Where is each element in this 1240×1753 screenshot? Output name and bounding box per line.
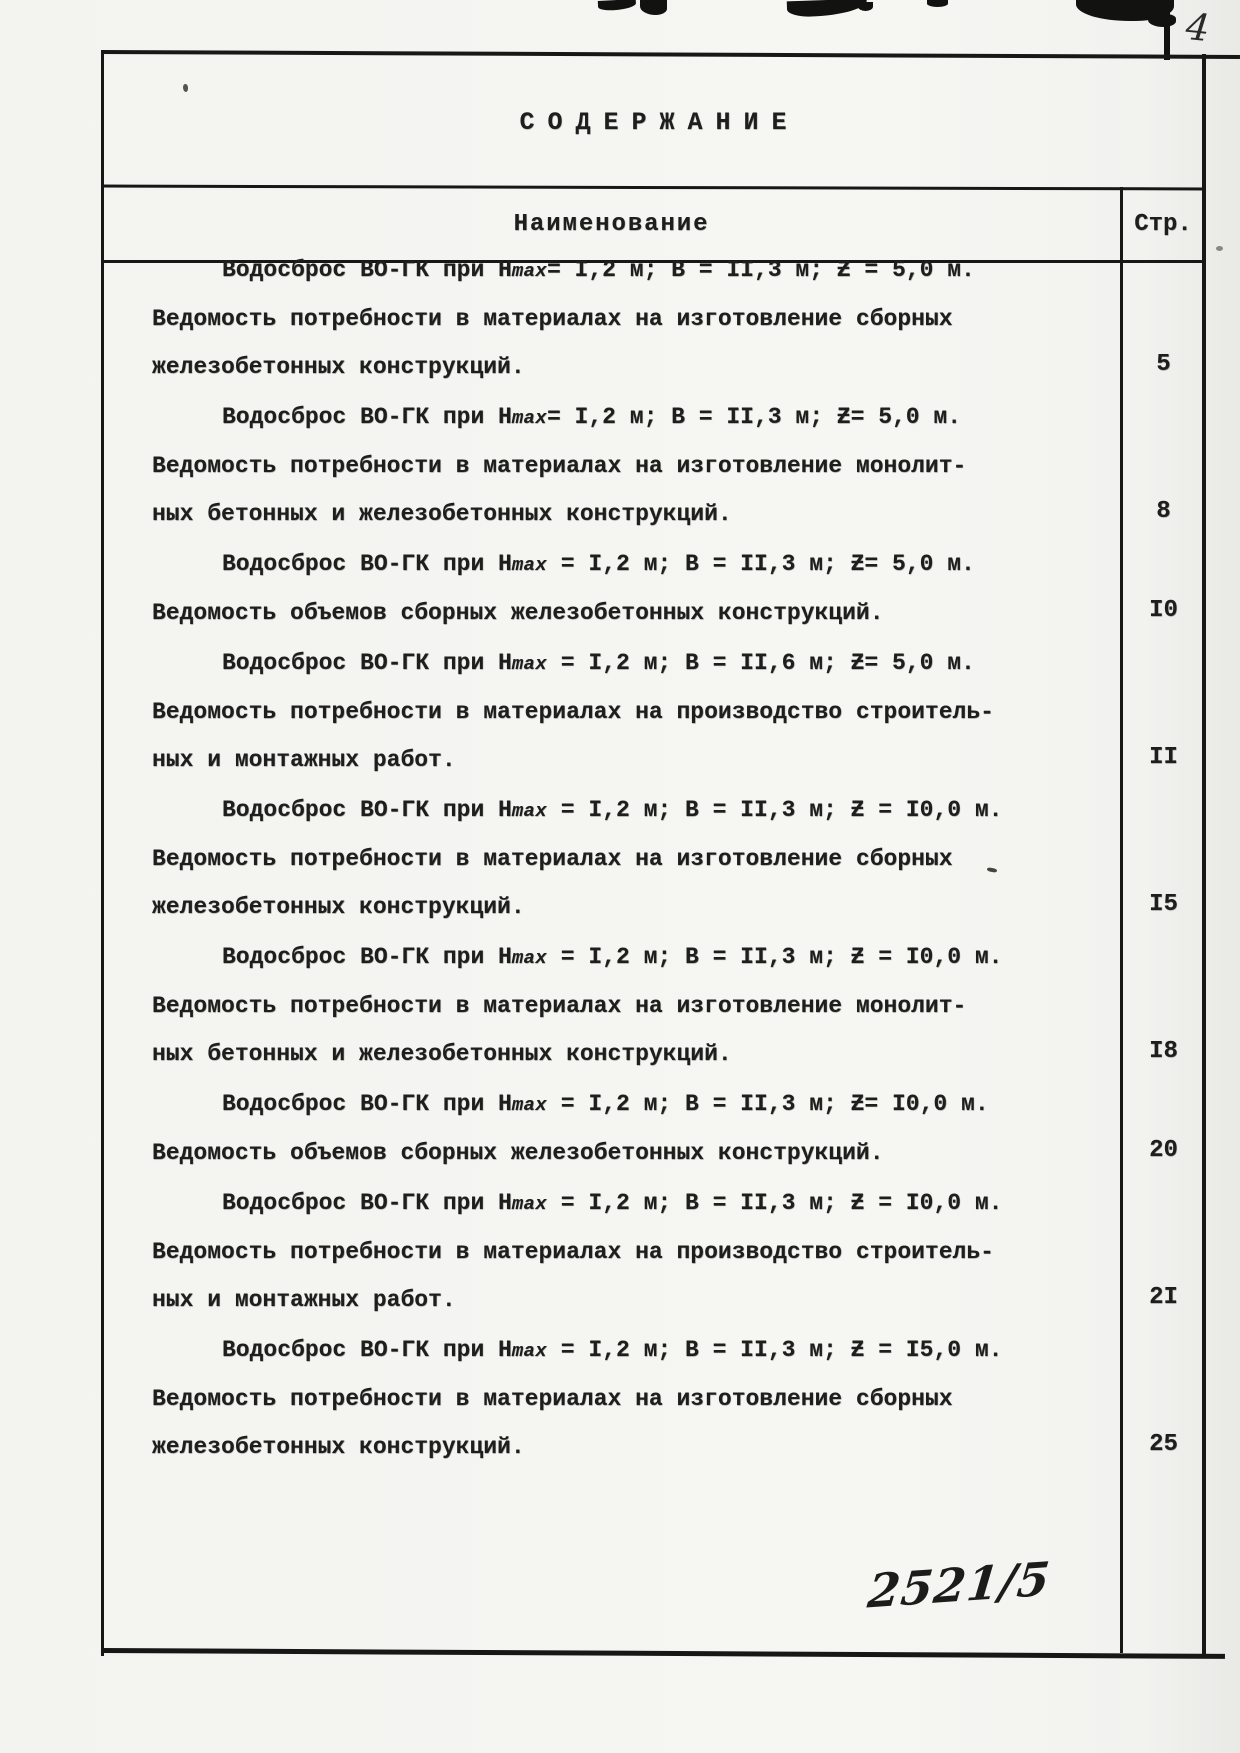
entry-body-line: Ведомость потребности в материалах на изготовление сборных <box>152 1386 953 1412</box>
entry-body-line: ных и монтажных работ. <box>152 1287 456 1313</box>
page-title: СОДЕРЖАНИЕ <box>519 107 800 137</box>
entry-title-post: = I,2 м; В = II,3 м; Ƶ= 5,0 м. <box>546 551 975 577</box>
entry-title-sub: max <box>511 947 547 969</box>
entry-title-pre: Водосброс ВО-ГК при Н <box>222 404 512 430</box>
ink-blot <box>927 0 948 7</box>
entry-text <box>103 393 1124 538</box>
entry-title-pre: Водосброс ВО-ГК при Н <box>222 1091 512 1117</box>
entry-body-line: ных бетонных и железобетонных конструкций. <box>152 501 732 527</box>
entry-title-sub: max <box>511 653 547 675</box>
entry-body-line: железобетонных конструкций. <box>152 354 525 380</box>
entry-body-line: Ведомость потребности в материалах на изготовление сборных <box>152 846 953 872</box>
entry-title-post: = I,2 м; В = II,3 м; Ƶ= 5,0 м. <box>546 404 962 430</box>
entry-title-post: = I,2 м; В = II,3 м; Ƶ = 5,0 м. <box>546 257 975 283</box>
entry-title-sub: max <box>511 1193 547 1215</box>
entry-body-line: железобетонных конструкций. <box>152 894 525 920</box>
ink-blot <box>1148 14 1176 27</box>
entry-body-line: Ведомость потребности в материалах на производство строитель- <box>152 1239 994 1265</box>
toc-entries <box>103 246 1203 1471</box>
entry-page-number: I5 <box>1149 891 1178 918</box>
entry-page-number: 2I <box>1149 1284 1178 1311</box>
ink-blot <box>640 0 667 15</box>
entry-body-line: Ведомость потребности в материалах на производство строитель- <box>152 699 994 725</box>
ink-blot <box>787 0 868 17</box>
entry-title-post: = I,2 м; В = II,3 м; Ƶ = I0,0 м. <box>546 797 1003 823</box>
entry-body-line: Ведомость объемов сборных железобетонных конструкций. <box>152 600 884 626</box>
entry-title-post: = I,2 м; В = II,6 м; Ƶ= 5,0 м. <box>546 650 975 676</box>
entry-title-line <box>152 933 1124 982</box>
entry-text <box>103 1080 1124 1177</box>
entry-title-pre: Водосброс ВО-ГК при Н <box>222 944 512 970</box>
entry-title-post: = I,2 м; В = II,3 м; Ƶ = I0,0 м. <box>546 1190 1003 1216</box>
entry-title-sub: max <box>511 1340 547 1362</box>
entry-title-line <box>152 1080 1124 1129</box>
entry-body-line: железобетонных конструкций. <box>152 1434 525 1460</box>
entry-title-post: = I,2 м; В = II,3 м; Ƶ= I0,0 м. <box>546 1091 989 1117</box>
toc-entry <box>103 639 1203 784</box>
toc-entry <box>103 393 1203 538</box>
ink-blot <box>598 0 636 11</box>
title-band <box>103 58 1203 186</box>
entry-title-line <box>152 639 1124 688</box>
ink-blot <box>1164 0 1170 60</box>
toc-entry <box>103 933 1203 1078</box>
entry-text <box>103 540 1124 637</box>
entry-title-line <box>152 393 1124 442</box>
column-header-name: Наименование <box>513 210 710 238</box>
entry-page-number: 8 <box>1156 498 1171 525</box>
entry-title-line <box>152 540 1124 589</box>
handwritten-stamp: 2521/5 <box>865 1551 1054 1619</box>
entry-title-line <box>152 786 1124 835</box>
toc-entry <box>103 246 1203 391</box>
entry-body-line: Ведомость объемов сборных железобетонных конструкций. <box>152 1140 884 1166</box>
entry-text <box>103 1326 1124 1471</box>
toc-entry <box>103 1179 1203 1324</box>
toc-entry <box>103 1326 1203 1471</box>
entry-title-pre: Водосброс ВО-ГК при Н <box>222 797 512 823</box>
handwritten-page-number: 4 <box>1183 4 1212 51</box>
entry-title-pre: Водосброс ВО-ГК при Н <box>222 257 512 283</box>
table-border-bottom <box>101 1648 1225 1659</box>
entry-title-line <box>152 246 1124 295</box>
entry-title-line <box>152 1326 1124 1375</box>
entry-title-sub: max <box>511 260 547 282</box>
column-header-page: Стр. <box>1134 210 1192 238</box>
entry-page-number: II <box>1149 744 1178 771</box>
entry-body-line: ных бетонных и железобетонных конструкций. <box>152 1041 732 1067</box>
entry-page-number: I8 <box>1149 1038 1178 1065</box>
toc-entry <box>103 786 1203 931</box>
scan-speck <box>1216 246 1223 251</box>
entry-page-number: 5 <box>1156 351 1171 378</box>
entry-page-number: 20 <box>1149 1137 1178 1164</box>
entry-text <box>103 1179 1124 1324</box>
toc-entry <box>103 1080 1203 1177</box>
entry-title-post: = I,2 м; В = II,3 м; Ƶ = I0,0 м. <box>546 944 1003 970</box>
entry-title-pre: Водосброс ВО-ГК при Н <box>222 1190 512 1216</box>
entry-text <box>103 786 1124 931</box>
entry-body-line: Ведомость потребности в материалах на изготовление сборных <box>152 306 953 332</box>
entry-page-number: 25 <box>1149 1431 1178 1458</box>
entry-title-pre: Водосброс ВО-ГК при Н <box>222 650 512 676</box>
entry-title-sub: max <box>511 407 547 429</box>
entry-title-sub: max <box>511 554 547 576</box>
entry-body-line: Ведомость потребности в материалах на изготовление монолит- <box>152 453 967 479</box>
ink-blot <box>858 2 873 11</box>
entry-title-sub: max <box>511 1094 547 1116</box>
entry-title-post: = I,2 м; В = II,3 м; Ƶ = I5,0 м. <box>546 1337 1003 1363</box>
entry-text <box>103 246 1124 391</box>
entry-text <box>103 933 1124 1078</box>
entry-text <box>103 639 1124 784</box>
entry-body-line: Ведомость потребности в материалах на изготовление монолит- <box>152 993 967 1019</box>
entry-page-number: I0 <box>1149 597 1178 624</box>
toc-entry <box>103 540 1203 637</box>
entry-title-line <box>152 1179 1124 1228</box>
entry-title-sub: max <box>511 800 547 822</box>
entry-title-pre: Водосброс ВО-ГК при Н <box>222 551 512 577</box>
entry-title-pre: Водосброс ВО-ГК при Н <box>222 1337 512 1363</box>
entry-body-line: ных и монтажных работ. <box>152 747 456 773</box>
